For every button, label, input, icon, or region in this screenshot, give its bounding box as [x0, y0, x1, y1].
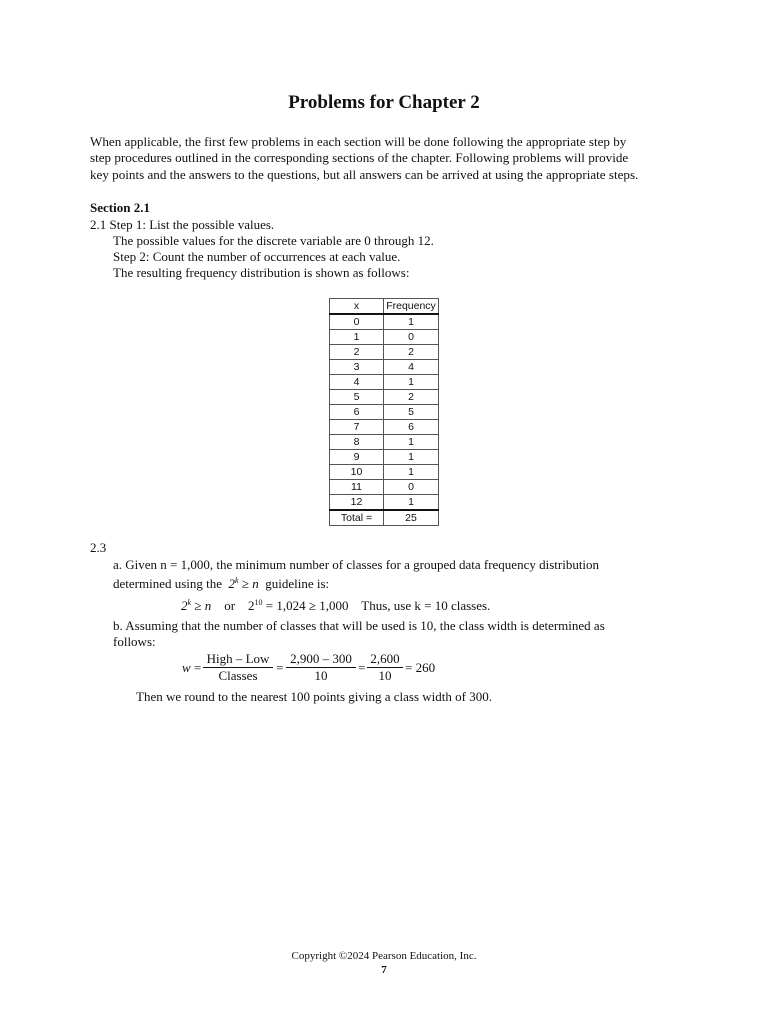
cell-x: 10 — [330, 465, 384, 480]
problem-2-1-result: The resulting frequency distribution is shown as follows: — [113, 265, 410, 280]
problem-2-1-step1: 2.1 Step 1: List the possible values. — [90, 217, 275, 232]
table-row — [330, 375, 439, 390]
problem-2-3b-line1: b. Assuming that the number of classes that will be used is 10, the class width is determined as — [113, 618, 605, 633]
header-x: x — [330, 299, 384, 315]
cell-x: 0 — [330, 314, 384, 330]
table-row — [330, 465, 439, 480]
formula-equals: = 1,024 ≥ 1,000 — [265, 598, 349, 613]
total-label: Total = — [330, 510, 384, 526]
problem-2-3-label: 2.3 — [90, 540, 107, 555]
cell-x: 12 — [330, 495, 384, 511]
formula-w: w = — [182, 660, 202, 675]
table-row — [330, 435, 439, 450]
cell-frequency: 5 — [384, 405, 439, 420]
page-title: Problems for Chapter 2 — [288, 92, 480, 113]
a-line2-pre: determined using the — [113, 576, 223, 591]
problem-2-3b-conclusion: Then we round to the nearest 100 points giving a class width of 300. — [136, 689, 492, 704]
intro-line: step procedures outlined in the corresponding sections of the chapter. Following problems will provide — [90, 150, 629, 166]
cell-frequency: 4 — [384, 360, 439, 375]
total-value: 25 — [384, 510, 439, 526]
guideline-inequality: $2^k \ge n$ — [225, 576, 262, 591]
equals-sign: = — [276, 660, 284, 675]
fraction-high-low — [203, 651, 273, 684]
cell-frequency: 1 — [384, 435, 439, 450]
cell-frequency: 1 — [384, 314, 439, 330]
w-symbol: w — [182, 660, 191, 675]
fraction-difference — [367, 651, 403, 684]
table-row — [330, 390, 439, 405]
fraction-denominator: 10 — [378, 668, 392, 683]
frequency-table — [329, 298, 439, 526]
cell-frequency: 0 — [384, 480, 439, 495]
table-header-row — [330, 299, 439, 315]
formula-or: or — [224, 598, 236, 613]
table-row — [330, 420, 439, 435]
problem-2-3a-formula — [181, 598, 490, 614]
fraction-values — [286, 651, 356, 684]
table-row — [330, 405, 439, 420]
cell-x: 8 — [330, 435, 384, 450]
header-frequency: Frequency — [384, 299, 439, 315]
problem-2-3a-line1: a. Given n = 1,000, the minimum number of classes for a grouped data frequency distribution — [113, 557, 600, 572]
page-number: 7 — [381, 964, 387, 976]
cell-x: 6 — [330, 405, 384, 420]
problem-2-3a-line2 — [113, 576, 329, 592]
fraction-numerator: 2,900 – 300 — [286, 651, 356, 668]
cell-x: 9 — [330, 450, 384, 465]
fraction-numerator: 2,600 — [367, 651, 403, 668]
formula-result: = 260 — [405, 660, 436, 675]
problem-2-1-values: The possible values for the discrete variable are 0 through 12. — [113, 233, 434, 248]
table-row — [330, 314, 439, 330]
problem-2-3b-line2: follows: — [113, 634, 156, 649]
inequality-2k: $2^k \ge n$ — [181, 598, 212, 613]
table-total-row — [330, 510, 439, 526]
cell-frequency: 6 — [384, 420, 439, 435]
cell-frequency: 0 — [384, 330, 439, 345]
table-row — [330, 345, 439, 360]
cell-x: 3 — [330, 360, 384, 375]
cell-x: 1 — [330, 330, 384, 345]
cell-x: 2 — [330, 345, 384, 360]
cell-x: 7 — [330, 420, 384, 435]
intro-line: key points and the answers to the questions, but all answers can be arrived at using the appropriate steps. — [90, 166, 639, 182]
cell-frequency: 1 — [384, 375, 439, 390]
fraction-denominator: 10 — [314, 668, 328, 683]
cell-frequency: 1 — [384, 450, 439, 465]
fraction-numerator: High – Low — [203, 651, 273, 668]
table-row — [330, 360, 439, 375]
table-row — [330, 330, 439, 345]
problem-2-1-step2: Step 2: Count the number of occurrences at each value. — [113, 249, 401, 264]
cell-frequency: 2 — [384, 390, 439, 405]
table-row — [330, 495, 439, 511]
equals-sign: = — [358, 660, 366, 675]
cell-x: 5 — [330, 390, 384, 405]
formula-thus: Thus, use k = 10 classes. — [361, 598, 491, 613]
cell-x: 4 — [330, 375, 384, 390]
cell-frequency: 2 — [384, 345, 439, 360]
fraction-denominator: Classes — [218, 668, 258, 683]
table-row — [330, 480, 439, 495]
a-line2-post: guideline is: — [265, 576, 330, 591]
power-2-10: $2^{10}$ — [248, 598, 263, 613]
cell-frequency: 1 — [384, 465, 439, 480]
intro-paragraph — [90, 134, 690, 183]
copyright-notice: Copyright ©2024 Pearson Education, Inc. — [291, 950, 477, 962]
section-heading: Section 2.1 — [90, 200, 150, 215]
cell-frequency: 1 — [384, 495, 439, 511]
table-row — [330, 450, 439, 465]
cell-x: 11 — [330, 480, 384, 495]
intro-line: When applicable, the first few problems in each section will be done following the appropriate step by — [90, 134, 627, 149]
